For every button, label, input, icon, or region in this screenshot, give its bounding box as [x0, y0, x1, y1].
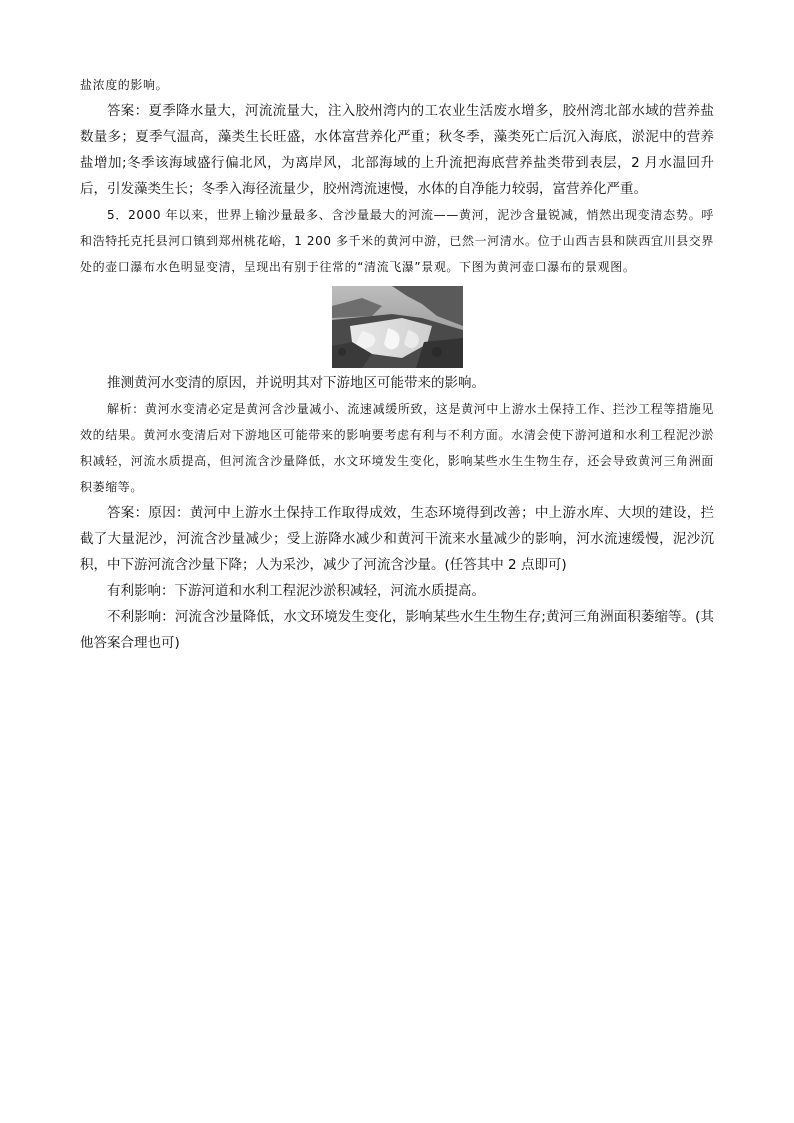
question-5-prompt: 推测黄河水变清的原因，并说明其对下游地区可能带来的影响。	[107, 375, 485, 391]
document-body	[80, 72, 714, 656]
intro-tail-paragraph: 盐浓度的影响。	[80, 78, 169, 92]
answer-paragraph-1: 答案：夏季降水量大，河流流量大，注入胶州湾内的工农业生活废水增多，胶州湾北部水域的营养盐数量多；夏季气温高，藻类生长旺盛，水体富营养化严重；秋冬季，藻类死亡后沉入海底，淤泥中的营养盐增加;冬季该海域盛行偏北风，为离岸风，北部海域的上升流把海底营养盐类带到表层，2 月水温回升后，引发藻类生长；冬季入海径流量少，胶州湾流速慢，水体的自净能力较弱，富营养化严重。	[80, 103, 714, 197]
waterfall-photo	[332, 286, 463, 368]
answer-paragraph-2: 答案：原因：黄河中上游水土保持工作取得成效，生态环境得到改善；中上游水库、大坝的建设，拦截了大量泥沙，河流含沙量减少；受上游降水减少和黄河干流来水量减少的影响，河水流速缓慢，泥沙沉积，中下游河流含沙量下降；人为采沙，减少了河流含沙量。(任答其中 2 点即可)	[80, 505, 714, 573]
question-5-paragraph: 5．2000 年以来，世界上输沙量最多、含沙量最大的河流——黄河，泥沙含量锐减，悄然出现变清态势。呼和浩特托克托县河口镇到郑州桃花峪，1 200 多千米的黄河中游，已然一河清水。位于山西吉县和陕西宜川县交界处的壶口瀑布水色明显变清，呈现出有别于往常的“清流飞瀑”景观。下图为黄河壶口瀑布的景观图。	[80, 208, 714, 274]
analysis-paragraph: 解析：黄河水变清必定是黄河含沙量减小、流速减缓所致，这是黄河中上游水土保持工作、拦沙工程等措施见效的结果。黄河水变清后对下游地区可能带来的影响要考虑有利与不利方面。水清会使下游河道和水利工程泥沙淤积减轻，河流水质提高，但河流含沙量降低，水文环境发生变化，影响某些水生生物生存，还会导致黄河三角洲面积萎缩等。	[80, 402, 714, 494]
harm-paragraph: 不利影响：河流含沙量降低，水文环境发生变化，影响某些水生生物生存;黄河三角洲面积萎缩等。(其他答案合理也可)	[80, 609, 714, 651]
benefit-paragraph: 有利影响：下游河道和水利工程泥沙淤积减轻，河流水质提高。	[107, 583, 485, 599]
figure-container	[80, 286, 714, 368]
